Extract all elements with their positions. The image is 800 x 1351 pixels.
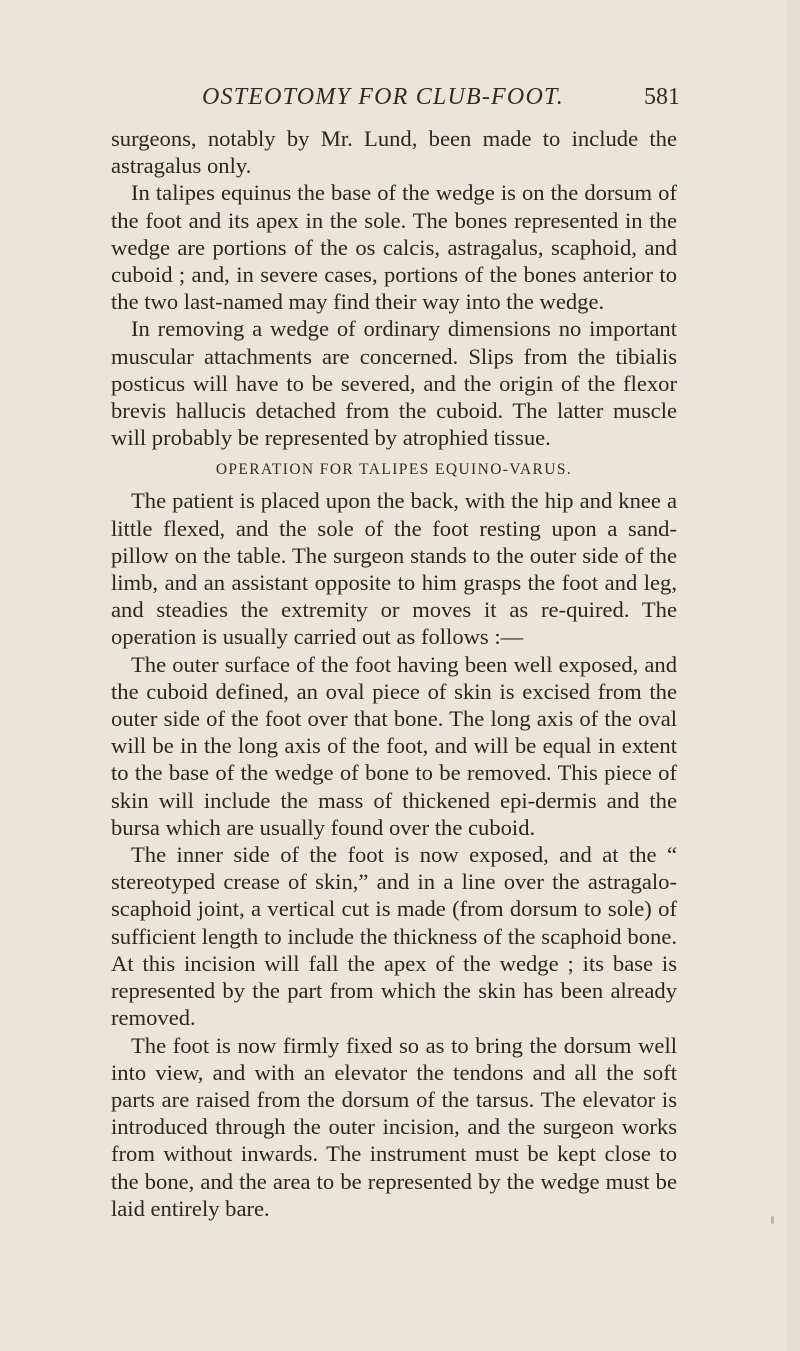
section-heading: OPERATION FOR TALIPES EQUINO-VARUS. <box>215 461 573 479</box>
running-title: OSTEOTOMY FOR CLUB-FOOT. <box>202 84 564 110</box>
paragraph-patient-position: The patient is placed upon the back, with the hip and knee a little flexed, and the sole of the foot resting upon a sand-pillow on the table. The surgeon stands to the outer side of the limb, and an assistant opposite to him grasps the foot and leg, and steadies the extremity or moves it as re-quired. The operation is usually carried out as follows :— <box>111 488 677 650</box>
page-number: 581 <box>644 84 680 110</box>
paragraph-foot-fixed: The foot is now firmly fixed so as to bring the dorsum well into view, and with an elevator the tendons and all the soft parts are raised from the dorsum of the tarsus. The elevator is introduced through the outer incision, and the surgeon works from without inwards. The instrument must be kept close to the bone, and the area to be represented by the wedge must be laid entirely bare. <box>111 1032 677 1221</box>
paragraph-talipes-equinus: In talipes equinus the base of the wedge is on the dorsum of the foot and its apex in the sole. The bones represented in the wedge are portions of the os calcis, astragalus, scaphoid, and cuboid ; and, in severe cases, portions of the bones anterior to the two last-named may find their way into the wedge. <box>111 180 677 315</box>
paper-speck <box>771 1216 774 1224</box>
paragraph-inner-side: The inner side of the foot is now exposed, and at the “ stereotyped crease of skin,” and in a line over the astragalo-scaphoid joint, a vertical cut is made (from dorsum to sole) of sufficient length to include the thickness of the scaphoid bone. At this incision will fall the apex of the wedge ; its base is represented by the part from which the skin has been already removed. <box>111 842 677 1031</box>
paragraph-outer-surface: The outer surface of the foot having been well exposed, and the cuboid defined, an oval piece of skin is excised from the outer side of the foot over that bone. The long axis of the oval will be in the long axis of the foot, and will be equal in extent to the base of the wedge of bone to be removed. This piece of skin will include the mass of thickened epi-dermis and the bursa which are usually found over the cuboid. <box>111 651 677 840</box>
page-header <box>0 84 800 114</box>
page-fold-shadow <box>786 0 800 1351</box>
paragraph-removing-wedge: In removing a wedge of ordinary dimensions no important muscular attachments are concerned. Slips from the tibialis posticus will have to be severed, and the origin of the flexor brevis hallucis detached from the cuboid. The latter muscle will probably be represented by atrophied tissue. <box>111 316 677 451</box>
paragraph-continuation: surgeons, notably by Mr. Lund, been made to include the astragalus only. <box>111 126 677 179</box>
body-text <box>111 125 677 1222</box>
